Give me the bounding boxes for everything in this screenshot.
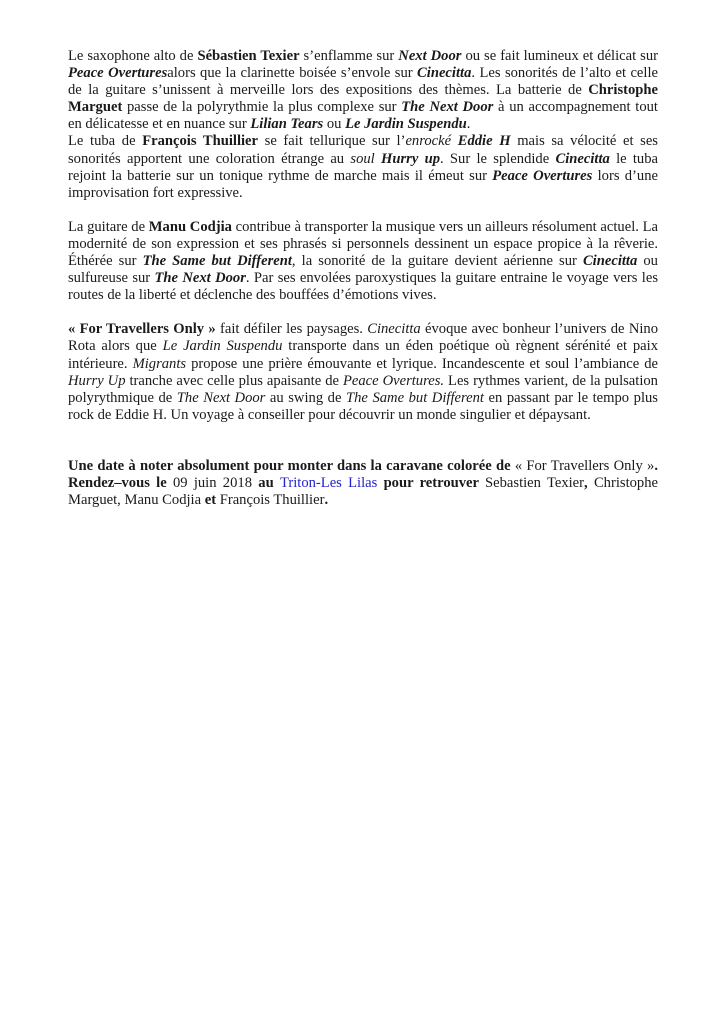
document-page <box>68 48 658 509</box>
text-run: Le tuba de <box>68 133 143 150</box>
text-run: le tuba rejoint la batterie sur un tonique rythme de marche mais il émeut sur <box>68 150 658 184</box>
title-text: Cinecitta <box>555 150 610 167</box>
text-run: Le saxophone alto de <box>68 48 198 64</box>
bold-text: pour retrouver <box>377 474 486 491</box>
bold-text: Rendez–vous le <box>68 474 173 491</box>
text-run: La guitare de <box>68 218 149 235</box>
paragraph-saxophone <box>68 48 658 133</box>
bold-text: . <box>324 492 329 509</box>
text-run: fait défiler les paysages. <box>215 321 368 338</box>
text-run: . <box>466 116 471 133</box>
italic-text: Cinecitta <box>367 321 421 338</box>
title-text: Cinecitta <box>582 253 638 270</box>
text-run: Les rythmes varient, de la pulsation polyrythmique de <box>68 372 658 406</box>
italic-text: Hurry Up <box>68 372 126 389</box>
italic-text: Le Jardin Suspendu <box>162 338 283 355</box>
text-run: Christophe Marguet, Manu Codjia <box>68 474 658 509</box>
text-run: en passant par le tempo plus rock de Eddie H. Un voyage à conseiller pour découvrir un monde singulier et dépaysant. <box>68 389 658 423</box>
bold-text: Christophe Marguet <box>68 82 658 116</box>
text-run: propose une prière émouvante et lyrique. Incandescente et soul l’ambiance de <box>186 355 658 372</box>
title-text: The Same but Different <box>142 253 292 270</box>
paragraph-guitare <box>68 219 658 304</box>
text-run: se fait tellurique sur l’ <box>258 133 406 150</box>
bold-text: Sébastien Texier <box>197 48 300 64</box>
paragraph-spacer <box>68 424 658 458</box>
text-run: François Thuillier <box>216 492 325 509</box>
text-run: lors d’une improvisation fort expressive. <box>68 167 658 201</box>
title-text: Peace Overtures <box>68 65 168 82</box>
title-text: Next Door <box>398 48 462 64</box>
bold-text: et <box>204 492 217 509</box>
title-text: Le Jardin Suspendu <box>345 116 467 133</box>
text-run: , la sonorité de la guitare devient aérienne sur <box>291 253 583 270</box>
title-text: Cinecitta <box>417 65 472 82</box>
bold-text: au <box>258 474 280 491</box>
bold-text: François Thuillier <box>142 133 259 150</box>
italic-text: The Next Door <box>176 389 266 406</box>
title-text: Eddie H <box>457 133 511 150</box>
bold-text: . <box>654 457 658 474</box>
bold-text: Manu Codjia <box>148 218 232 235</box>
text-run: . Par ses envolées paroxystiques la guitare entraine le voyage vers les routes de la liberté et déclenche des bouffées d’émotions vives. <box>68 270 658 304</box>
text-run: mais sa vélocité et ses sonorités apportent une coloration étrange au <box>68 133 658 167</box>
text-run: passe de la polyrythmie la plus complexe sur <box>122 99 402 116</box>
text-run: ou sulfureuse sur <box>68 253 658 287</box>
text-run: contribue à transporter la musique vers un ailleurs résolument actuel. La modernité de son expression et ses phrasés si personnels dessinent un espace propice à la rêverie. Éthérée sur <box>68 218 658 270</box>
bold-text: « For Travellers Only » <box>68 321 216 338</box>
paragraph-spacer <box>68 202 658 219</box>
title-text: The Next Door <box>401 99 494 116</box>
italic-text: Migrants <box>132 355 187 372</box>
text-run: au swing de <box>265 389 346 406</box>
paragraph-spacer <box>68 304 658 321</box>
italic-text: enrocké <box>405 133 458 150</box>
text-run: ou <box>323 116 346 133</box>
text-run: Sebastien Texier <box>485 474 585 491</box>
text-run: à un accompagnement tout en délicatesse et en nuance sur <box>68 99 658 133</box>
text-run: . Les sonorités de l’alto et celle de la guitare s’unissent à merveille lors des expositions des thèmes. La batterie de <box>68 65 658 99</box>
text-run: alors que la clarinette boisée s’envole sur <box>167 65 418 82</box>
title-text: Peace Overtures <box>492 167 593 184</box>
paragraph-tuba <box>68 133 658 201</box>
text-run: ou se fait lumineux et délicat sur <box>461 48 659 64</box>
title-text: The Next Door <box>154 270 246 287</box>
italic-text: Peace Overtures. <box>342 372 445 389</box>
bold-text: , <box>584 474 588 491</box>
text-run: 09 juin 2018 <box>172 474 259 491</box>
venue-link[interactable]: Triton-Les Lilas <box>279 474 378 491</box>
title-text: Lilian Tears <box>250 116 324 133</box>
paragraph-concert <box>68 458 658 509</box>
text-run: évoque avec bonheur l’univers de Nino Rota alors que <box>68 321 659 355</box>
text-run: « For Travellers Only » <box>514 457 655 474</box>
text-run: . Sur le splendide <box>440 150 556 167</box>
text-run: transporte dans un éden poétique où règnent sérénité et paix intérieure. <box>68 338 658 372</box>
paragraph-album <box>68 321 658 424</box>
italic-text: soul <box>350 150 381 167</box>
bold-text: Une date à noter absolument pour monter dans la caravane colorée de <box>68 457 515 474</box>
title-text: Hurry up <box>381 150 440 167</box>
text-run: s’enflamme sur <box>299 48 399 64</box>
text-run: tranche avec celle plus apaisante de <box>125 372 343 389</box>
italic-text: The Same but Different <box>346 389 484 406</box>
